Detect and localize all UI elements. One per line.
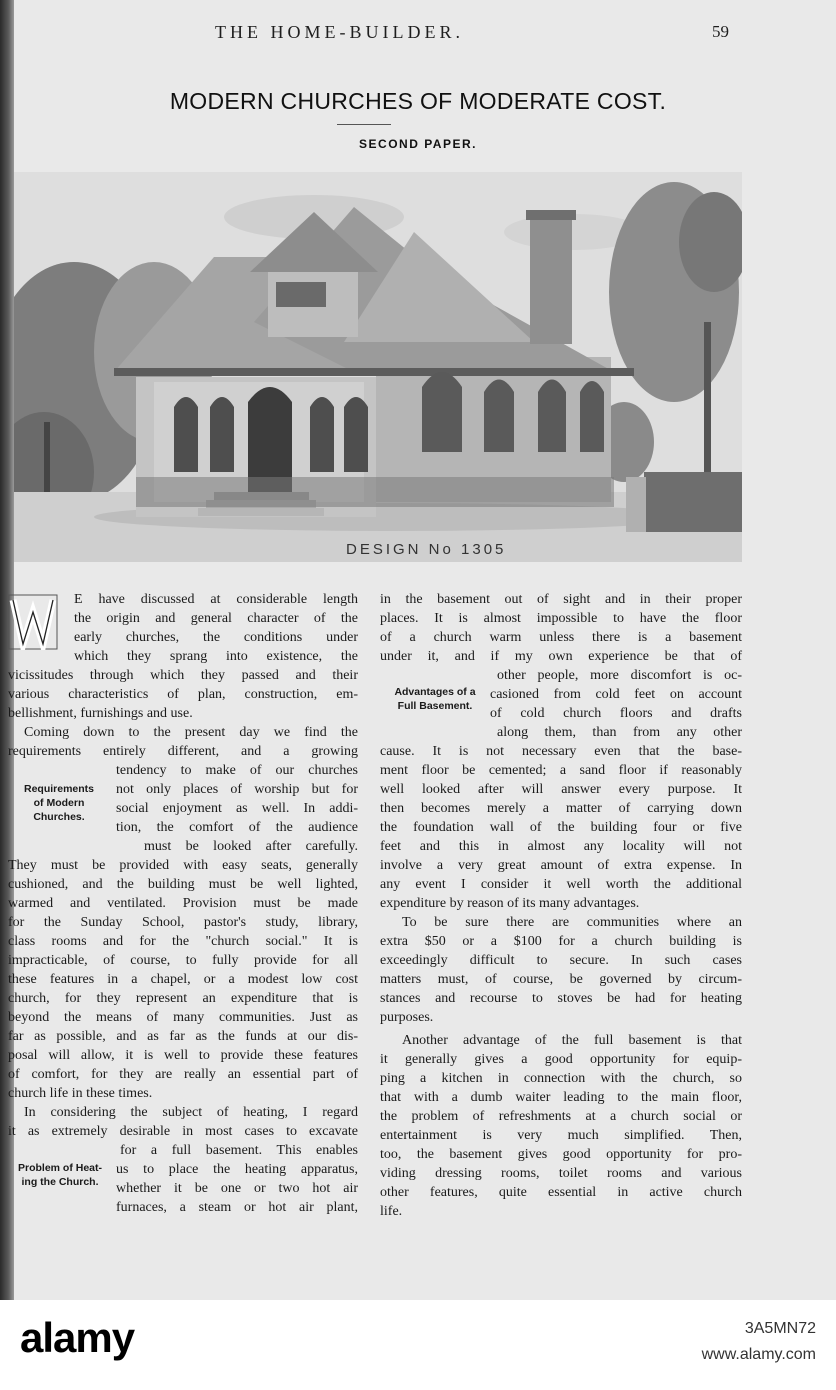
sidenote-line: Problem of Heat- [17,1162,102,1174]
text-line: class rooms and for the "church social." It is [8,934,358,949]
text-line: cause. It is not necessary even that the base- [380,744,742,759]
text-line: impracticable, of course, to fully provide for all [8,953,358,968]
text-line: too, the basement gives good opportunity for pro- [380,1147,742,1162]
text-line: for a full basement. This enables [120,1143,358,1158]
page-number: 59 [712,22,729,41]
footer-url: www.alamy.com [701,1346,816,1363]
text-line: entertainment is very much simplified. Then, [380,1128,742,1143]
text-line: ment floor be cemented; a sand floor if reasonably [380,763,742,778]
text-line: feet and this in almost any locality will not [380,839,742,854]
text-line: it generally gives a good opportunity for equip- [380,1052,742,1067]
text-line: life. [380,1204,403,1219]
text-line: posal will allow, it is well to provide these features [8,1048,358,1063]
article-subtitle: SECOND PAPER. [359,137,477,151]
text-line: other features, quite essential in active church [380,1185,742,1200]
text-line: other people, more discomfort is oc- [497,668,742,683]
text-line: furnaces, a steam or hot air plant, [116,1200,358,1215]
text-line: stances and recourse to stoves be had for heating [380,991,742,1006]
text-line: matters must, of course, be governed by circum- [380,972,742,987]
binding-edge [0,0,14,1300]
drop-cap-w-icon [8,594,58,650]
text-line: bellishment, furnishings and use. [8,706,193,721]
text-line: vicissitudes through which they passed and their [8,668,358,683]
text-line: extra $50 or a $100 for a church building is [380,934,742,949]
text-line: Another advantage of the full basement is that [402,1033,742,1048]
text-line: of a church warm unless there is a basement [380,630,742,645]
text-line: church, for they represent an expenditure that is [8,991,358,1006]
text-line: of cold church floors and drafts [490,706,742,721]
text-line: tendency to make of our churches [116,763,358,778]
text-line: expenditure by reason of its many advantages. [380,896,640,911]
stock-footer [0,1300,836,1390]
text-line: various characteristics of plan, construction, em- [8,687,358,702]
text-line: it as extremely desirable in most cases to excavate [8,1124,358,1139]
text-line: which they sprang into existence, the [74,649,358,664]
text-line: far as possible, and as far as the funds at our dis- [8,1029,358,1044]
alamy-logo: alamy [20,1314,135,1361]
text-line: any event I consider it well worth the additional [380,877,742,892]
sidenote-line: of Modern [33,797,85,809]
text-line: To be sure there are communities where an [402,915,742,930]
running-title: THE HOME-BUILDER. [215,22,464,42]
running-head [0,22,836,46]
text-line: the origin and general character of the [74,611,358,626]
text-line: They must be provided with easy seats, generally [8,858,358,873]
text-line: involve a very great amount of extra expense. In [380,858,742,873]
text-line: ping a kitchen in connection with the church, so [380,1071,742,1086]
text-line: beyond the means of many communities. Just as [8,1010,358,1025]
text-line: of comfort, for they are really an essential part of [8,1067,358,1082]
title-rule [337,124,391,125]
sidenote-line: Requirements [23,783,95,795]
design-caption: DESIGN No 1305 [346,541,507,558]
text-line: in the basement out of sight and in their proper [380,592,742,607]
sidenote-basement [380,685,490,713]
sidenote-line: Advantages of a [394,686,476,698]
text-line: In considering the subject of heating, I regard [24,1105,358,1120]
text-line: whether it be one or two hot air [116,1181,358,1196]
text-line: places. It is almost impossible to have the floor [380,611,742,626]
text-line: these features in a chapel, or a modest low cost [8,972,358,987]
text-line: E have discussed at considerable length [74,592,358,607]
text-line: church life in these times. [8,1086,153,1101]
image-id: 3A5MN72 [744,1320,816,1337]
text-line: the foundation wall of the building four or five [380,820,742,835]
text-line: exceedingly difficult to secure. In such cases [380,953,742,968]
text-line: requirements entirely different, and a growing [8,744,358,759]
text-line: that with a dumb waiter leading to the main floor, [380,1090,742,1105]
sidenote-heating [8,1161,112,1189]
church-drawing [14,172,742,562]
text-line: not only places of worship but for [116,782,358,797]
text-line: must be looked after carefully. [144,839,358,854]
text-line: well looked after will answer every purpose. It [380,782,742,797]
text-line: for the Sunday School, pastor's study, library, [8,915,358,930]
text-line: under it, and if my own experience be that of [380,649,742,664]
text-line: early churches, the conditions under [74,630,358,645]
church-illustration [14,172,742,562]
text-line: tion, the comfort of the audience [116,820,358,835]
text-line: Coming down to the present day we find the [24,725,358,740]
text-line: warmed and ventilated. Provision must be made [8,896,358,911]
text-line: us to place the heating apparatus, [116,1162,358,1177]
text-line: cushioned, and the building must be well lighted, [8,877,358,892]
sidenote-line: Full Basement. [397,700,473,712]
text-line: viding dressing rooms, toilet rooms and various [380,1166,742,1181]
sidenote-requirements [12,782,106,824]
article-title: MODERN CHURCHES OF MODERATE COST. [169,88,667,114]
text-line: purposes. [380,1010,434,1025]
text-line: casioned from cold feet on account [490,687,742,702]
text-line: then becomes merely a matter of carrying down [380,801,742,816]
text-line: social enjoyment as well. In addi- [116,801,358,816]
sidenote-line: Churches. [33,811,85,823]
text-line: the problem of refreshments at a church social or [380,1109,742,1124]
sidenote-line: ing the Church. [21,1176,99,1188]
text-line: along them, than from any other [497,725,742,740]
